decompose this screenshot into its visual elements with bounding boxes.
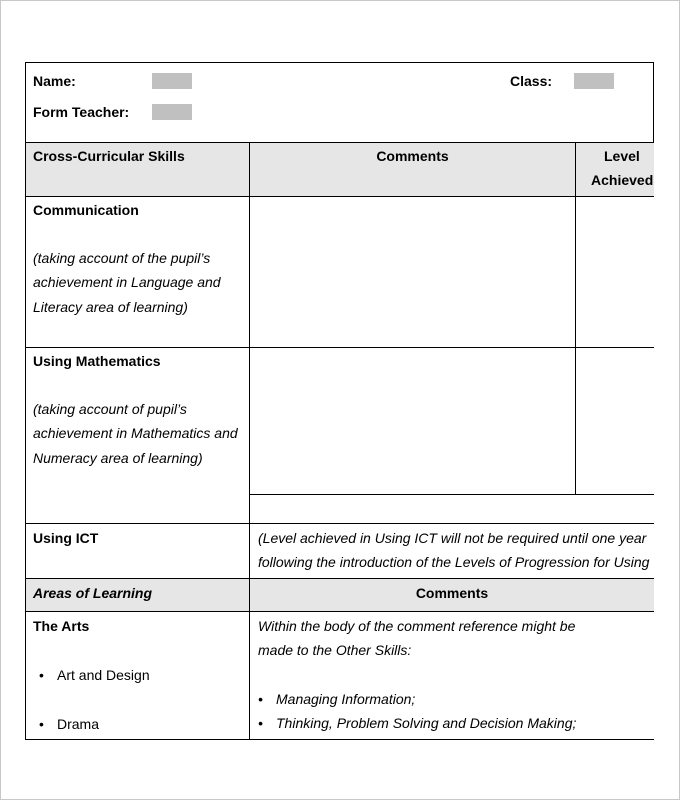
arts-comment-intro-line: made to the Other Skills:	[258, 642, 412, 658]
level-header-line2: Achieved	[591, 172, 654, 188]
mathematics-skill-cell	[25, 347, 250, 524]
ict-note-line: following the introduction of the Levels of Progression for Using	[258, 554, 650, 570]
class-field[interactable]	[574, 73, 614, 89]
level-header-line1: Level	[604, 148, 640, 164]
arts-comment-item: • Thinking, Problem Solving and Decision Making;	[276, 711, 576, 735]
mathematics-desc-line: achievement in Mathematics and	[33, 425, 238, 441]
areas-comments-header-cell	[249, 578, 654, 612]
ict-title: Using ICT	[33, 530, 99, 546]
mathematics-level-cell[interactable]	[575, 347, 654, 495]
level-header-cell	[575, 142, 654, 197]
arts-comment-cell	[249, 611, 654, 740]
arts-item: • Drama	[57, 712, 99, 736]
skills-header-cell	[25, 142, 250, 197]
form-teacher-label: Form Teacher:	[33, 104, 130, 120]
areas-header-cell	[25, 578, 250, 612]
arts-area-cell	[25, 611, 250, 740]
communication-desc-line: (taking account of the pupil’s	[33, 250, 211, 266]
report-document	[25, 62, 654, 740]
ict-skill-cell	[25, 523, 250, 579]
communication-title: Communication	[33, 202, 139, 218]
name-label: Name:	[33, 73, 76, 89]
skills-header: Cross-Curricular Skills	[33, 148, 185, 164]
mathematics-comment-cell[interactable]	[249, 347, 576, 495]
student-info-box	[25, 62, 654, 143]
form-teacher-field[interactable]	[152, 104, 192, 120]
comments-header: Comments	[376, 148, 449, 164]
communication-level-cell[interactable]	[575, 196, 654, 348]
mathematics-desc-line: (taking account of pupil’s	[33, 401, 187, 417]
mathematics-title: Using Mathematics	[33, 353, 161, 369]
communication-comment-cell[interactable]	[249, 196, 576, 348]
arts-comment-intro-line: Within the body of the comment reference might be	[258, 618, 576, 634]
mathematics-comment-extension	[249, 494, 654, 524]
arts-item: • Art and Design	[57, 663, 150, 687]
communication-skill-cell	[25, 196, 250, 348]
areas-comments-header: Comments	[415, 585, 489, 601]
communication-desc-line: Literacy area of learning)	[33, 299, 188, 315]
class-label: Class:	[510, 73, 553, 89]
arts-comment-item: • Managing Information;	[276, 687, 415, 711]
mathematics-desc-line: Numeracy area of learning)	[33, 450, 203, 466]
communication-desc-line: achievement in Language and	[33, 274, 221, 290]
comments-header-cell	[249, 142, 576, 197]
areas-header: Areas of Learning	[33, 585, 153, 601]
name-field[interactable]	[152, 73, 192, 89]
arts-title: The Arts	[33, 618, 90, 634]
ict-note-cell	[249, 523, 654, 579]
ict-note-line: (Level achieved in Using ICT will not be required until one year	[258, 530, 647, 546]
